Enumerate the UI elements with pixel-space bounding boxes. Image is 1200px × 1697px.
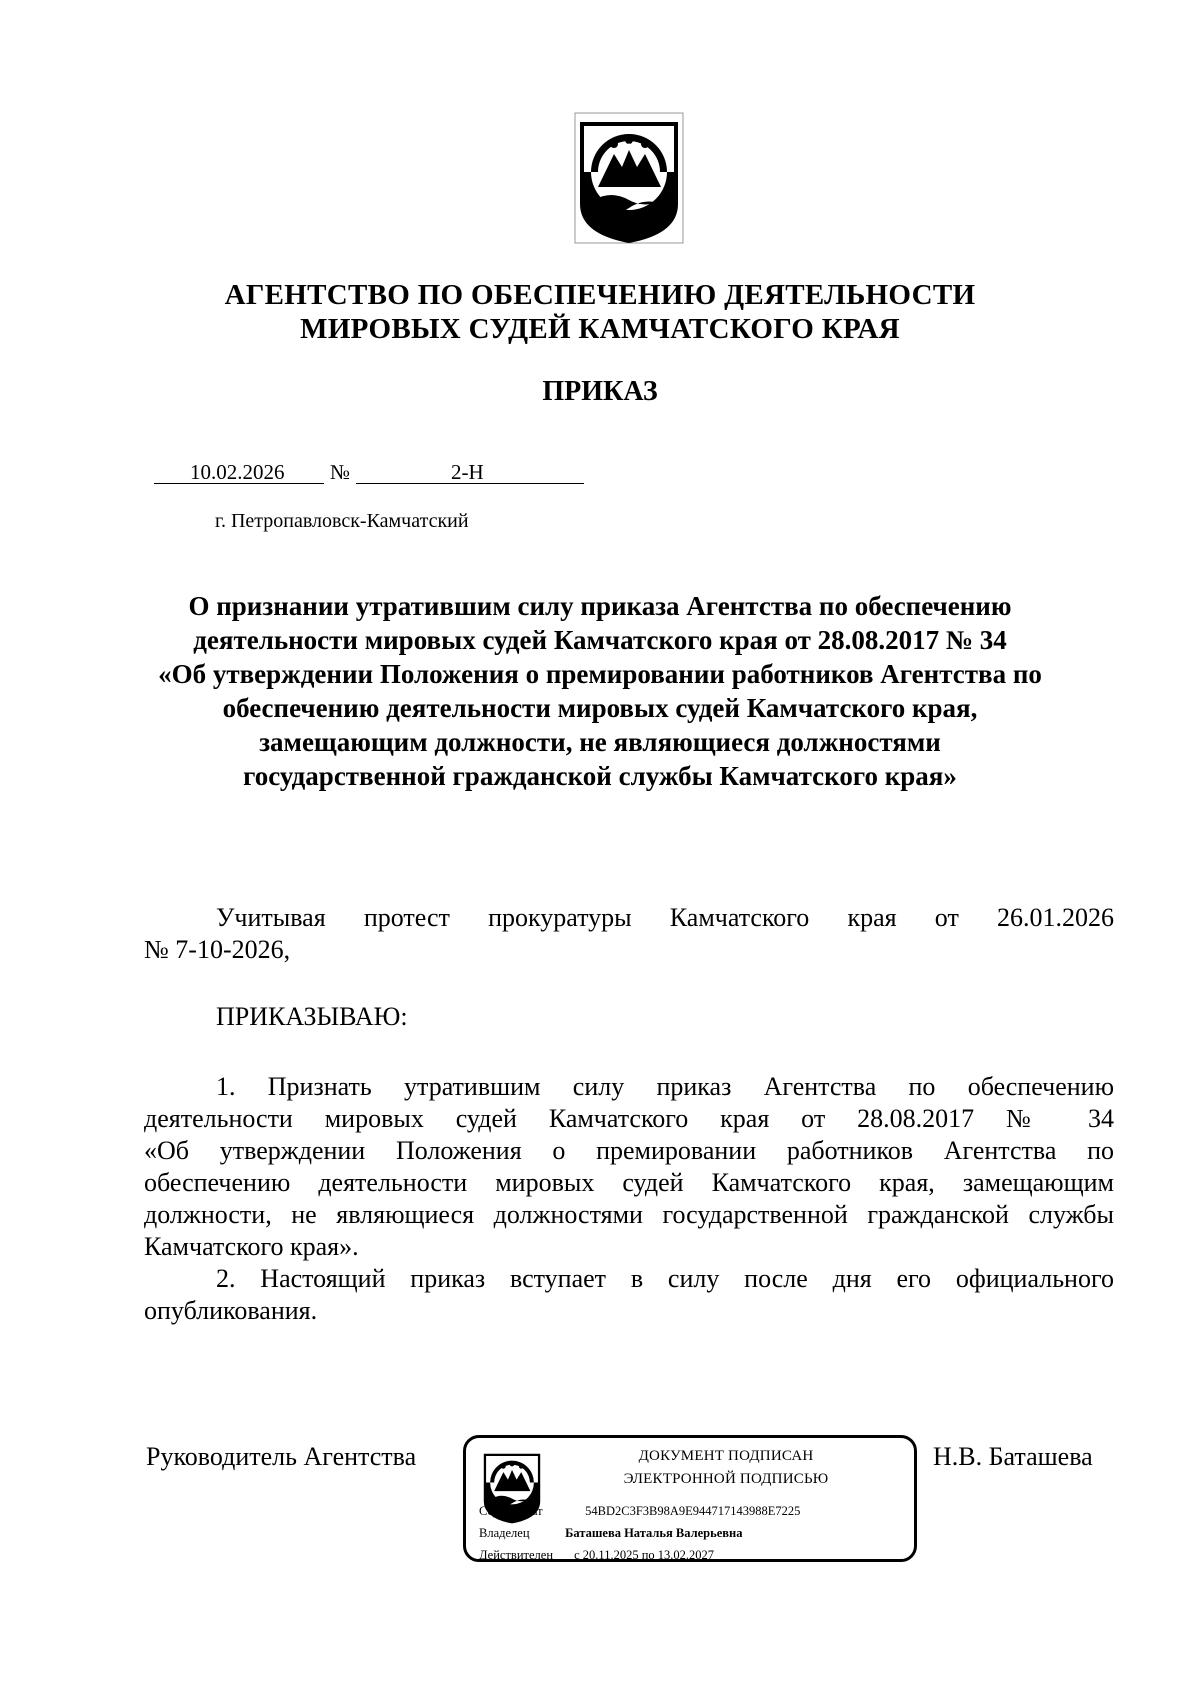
title-line: замещающим должности, не являющиеся должностями	[259, 727, 941, 757]
protest-paragraph-line: № 7-10-2026,	[144, 935, 291, 964]
validity-value: с 20.11.2025 по 13.02.2027	[574, 1548, 715, 1562]
validity-label: Действителен	[479, 1548, 554, 1562]
certificate-value: 54BD2C3F3B98A9E944717143988E7225	[585, 1504, 801, 1518]
item-2-line: 2. Настоящий приказ вступает в силу после дня его официального	[216, 1264, 1114, 1293]
owner-label: Владелец	[479, 1526, 530, 1540]
title-line: государственной гражданской службы Камчатского края»	[243, 761, 957, 791]
item-1-line: должности, не являющиеся должностями государственной гражданской службы	[144, 1200, 1114, 1229]
document-date: 10.02.2026	[190, 460, 285, 484]
electronic-signature-stamp	[463, 1435, 917, 1562]
document-title	[100, 589, 1100, 793]
signer-name: Н.В. Баташева	[933, 1442, 1093, 1471]
document-type: ПРИКАЗ	[542, 376, 658, 407]
number-sign: №	[330, 460, 351, 484]
title-line: О признании утратившим силу приказа Агентства по обеспечению	[188, 591, 1012, 621]
certificate-label: Сертификат	[479, 1504, 543, 1518]
agency-name-line-2: МИРОВЫХ СУДЕЙ КАМЧАТСКОГО КРАЯ	[300, 313, 900, 345]
stamp-owner-row	[479, 1526, 742, 1541]
agency-name-line-1: АГЕНТСТВО ПО ОБЕСПЕЧЕНИЮ ДЕЯТЕЛЬНОСТИ	[224, 279, 976, 311]
item-1-line: «Об утверждении Положения о премировании работников Агентства по	[144, 1136, 1114, 1165]
signer-position: Руководитель Агентства	[146, 1442, 417, 1471]
date-number-row	[154, 458, 584, 488]
item-2-line: опубликования.	[144, 1296, 318, 1325]
protest-paragraph-line: Учитывая протест прокуратуры Камчатского края от 26.01.2026	[216, 903, 1114, 932]
owner-value: Баташева Наталья Валерьевна	[565, 1526, 743, 1540]
stamp-heading: ДОКУМЕНТ ПОДПИСАН	[638, 1448, 814, 1464]
item-1-line: Камчатского края».	[144, 1232, 359, 1261]
order-verb: ПРИКАЗЫВАЮ:	[216, 1002, 408, 1031]
coat-of-arms-icon	[574, 112, 684, 244]
stamp-certificate-row	[479, 1504, 800, 1519]
document-number: 2-Н	[451, 460, 484, 484]
title-line: обеспечению деятельности мировых судей Камчатского края,	[222, 693, 978, 723]
document-city: г. Петропавловск-Камчатский	[215, 510, 469, 532]
item-1-line: обеспечению деятельности мировых судей Камчатского края, замещающим	[144, 1168, 1114, 1197]
item-1-line: деятельности мировых судей Камчатского края от 28.08.2017 № 34	[144, 1104, 1114, 1133]
title-line: деятельности мировых судей Камчатского края от 28.08.2017 № 34	[193, 625, 1007, 655]
stamp-validity-row	[479, 1548, 714, 1563]
item-1-line: 1. Признать утратившим силу приказ Агентства по обеспечению	[216, 1072, 1114, 1101]
stamp-heading: ЭЛЕКТРОННОЙ ПОДПИСЬЮ	[623, 1471, 829, 1487]
title-line: «Об утверждении Положения о премировании работников Агентства по	[158, 659, 1042, 689]
